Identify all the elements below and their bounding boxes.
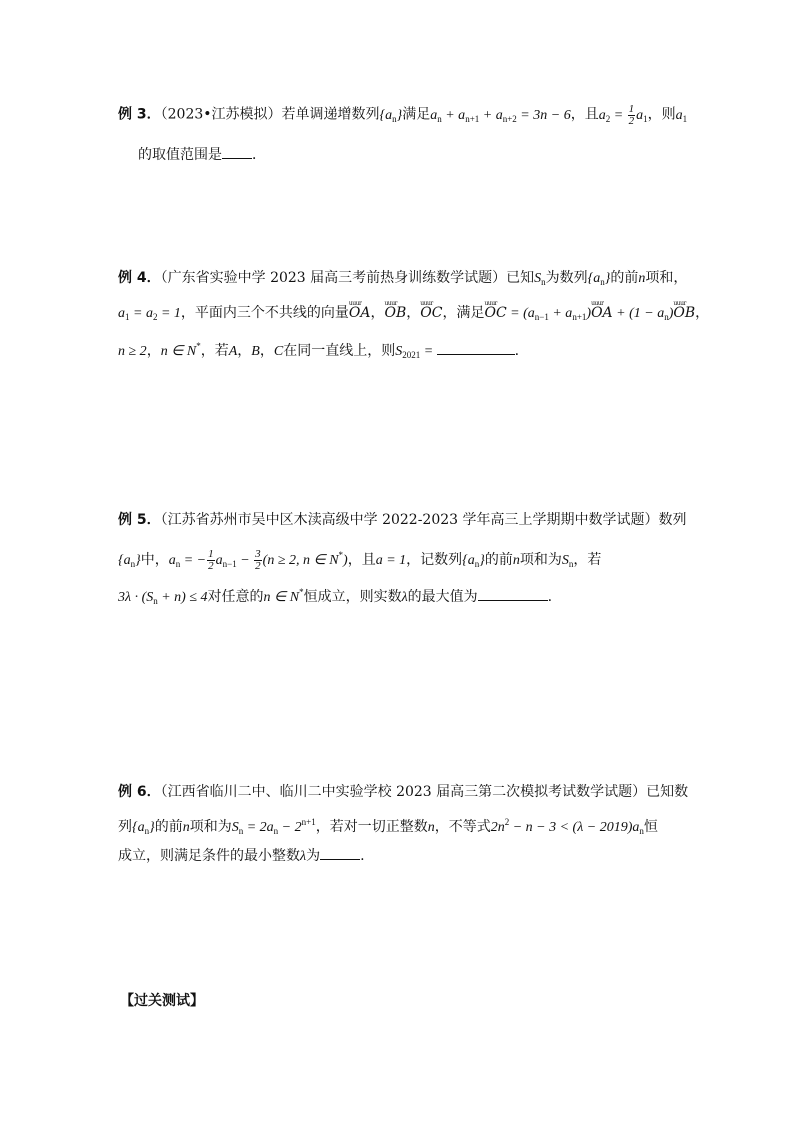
example-5-line-3: $3\lambda \cdot (S_n + n) \le 4$对任意的n ∈ N*恒成立，则实数λ的最大值为 . (118, 587, 553, 606)
example-6-line-1: 例 6．（江西省临川二中、临川二中实验学校 2023 届高三第二次模拟考试数学试题）已知数 (118, 784, 689, 800)
answer-blank[interactable] (437, 340, 515, 355)
example-4-line-1: 例 4．（广东省实验中学 2023 届高三考前热身训练数学试题）已知$S_n$为数列$\{a_n\}$的前n项和， (118, 270, 688, 287)
answer-blank[interactable] (478, 586, 548, 601)
answer-blank[interactable] (222, 144, 252, 159)
example-source: （广东省实验中学 2023 届高三考前热身训练数学试题） (160, 270, 507, 286)
answer-blank[interactable] (320, 845, 360, 860)
example-source: （2023•江苏模拟） (160, 106, 282, 123)
example-label: 例 5． (118, 512, 161, 528)
section-heading: 【过关测试】 (120, 993, 204, 1009)
example-6-line-2: 列$\{a_n\}$的前n项和为$S_n = 2a_n - 2^{n+1}$，若对一切正整数n，不等式$2n^2 - n - 3 < (\lambda - 2019)a_n$恒 (118, 817, 658, 836)
example-label: 例 3． (118, 106, 161, 123)
example-4-line-2: $a_1 = a_2 = 1$，平面内三个不共线的向量uuur OA，uuur OB，uuur OC，满足uuur OC = ($a_{n-1}$ + $a_{n+1})uuur$ OA + $(1 - a_n)uuur$ OB， (118, 303, 709, 327)
example-6-line-3: 成立，则满足条件的最小整数λ为 . (118, 845, 365, 867)
example-label: 例 6． (118, 784, 161, 800)
example-source: （江苏省苏州市吴中区木渎高级中学 2022-2023 学年高三上学期期中数学试题） (160, 512, 659, 528)
example-label: 例 4． (118, 270, 161, 286)
example-source: （江西省临川二中、临川二中实验学校 2023 届高三第二次模拟考试数学试题） (160, 784, 647, 800)
example-3-line-2: 的取值范围是 ． (138, 144, 266, 165)
example-3-line-1: 例 3．（2023•江苏模拟）若单调递增数列$\{a_n\}$满足$a_n + a_{n+1} + a_{n+2} = 3n - 6$，且$a_2$ = $\frac{1}{2}$ $a_1$，则$a_1$ (118, 103, 688, 127)
example-5-line-2: $\{a_n\}$中，$a_n$ = − $\frac{1}{2}$ $a_{n-1}$ − $\frac{3}{2}$ (n ≥ 2, n ∈ N*)，且a = 1，记数列$\{a_n\}$的前n项和为$S_n$，若 (118, 548, 602, 573)
example-5-line-1: 例 5．（江苏省苏州市吴中区木渎高级中学 2022-2023 学年高三上学期期中数学试题）数列 (118, 512, 687, 528)
example-4-line-3: n ≥ 2，n ∈ N*，若A，B，C在同一直线上，则$S_{2021}$ = . (118, 341, 520, 360)
